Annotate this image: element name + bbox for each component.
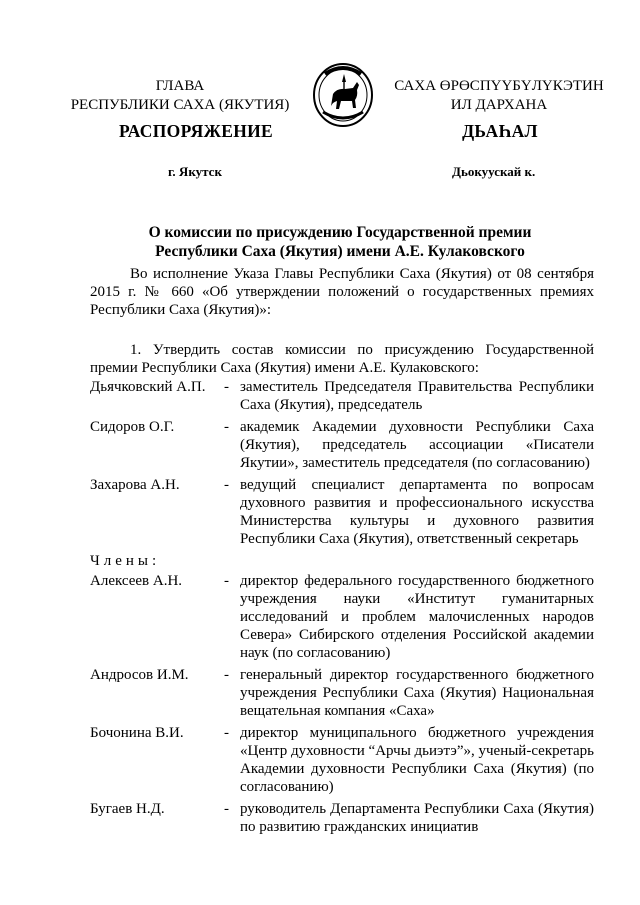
coat-of-arms-emblem — [311, 60, 375, 128]
member-name: Захарова А.Н. — [90, 477, 180, 493]
issuer-title-ru: ГЛАВА — [155, 78, 205, 94]
member-name: Андросов И.М. — [90, 667, 189, 683]
place-ru: г. Якутск — [168, 164, 222, 179]
member-role: директор муниципального бюджетного учреждения «Центр духовности “Арчы дьиэтэ”», ученый-секретарь Академии духовности Республики Саха (Якутия) (по согласованию) — [240, 725, 595, 795]
member-dash: - — [224, 801, 229, 817]
issuer-header-sakha — [392, 77, 606, 115]
title-line-1: О комиссии по присуждению Государственной премии — [148, 224, 532, 241]
commission-composition — [90, 378, 600, 840]
issuer-republic-ru: РЕСПУБЛИКИ САХА (ЯКУТИЯ) — [70, 97, 290, 113]
member-role: ведущий специалист департамента по вопросам духовного развития и профессионального искусства Министерства культуры и духовного развития Республики Саха (Якутия), ответственный секретарь — [240, 477, 594, 547]
members-section-label: Члены: — [90, 553, 161, 569]
item-1-paragraph: 1. Утвердить состав комиссии по присуждению Государственной премии Республики Саха (Якутия) имени А.Е. Кулаковского: — [90, 342, 594, 376]
document-title — [120, 223, 560, 261]
issuer-title-sakha: ИЛ ДАРХАНА — [450, 97, 548, 113]
member-name: Бугаев Н.Д. — [90, 801, 165, 817]
member-row — [90, 476, 600, 548]
title-line-2: Республики Саха (Якутия) имени А.Е. Кулаковского — [155, 243, 525, 260]
member-row — [90, 572, 600, 662]
member-name: Бочонина В.И. — [90, 725, 184, 741]
document-type-sakha: ДЬАҺАЛ — [462, 121, 538, 141]
member-row — [90, 800, 600, 836]
place-sakha: Дьокуускай к. — [452, 164, 536, 179]
member-role: руководитель Департамента Республики Саха (Якутия) по развитию гражданских инициатив — [240, 801, 594, 835]
member-dash: - — [224, 419, 229, 435]
member-name: Сидоров О.Г. — [90, 419, 175, 435]
member-role: директор федерального государственного бюджетного учреждения науки «Институт гуманитарных исследований и проблем малочисленных народов Севера» Сибирского отделения Российской академии наук (по согласованию) — [240, 573, 594, 661]
issuer-republic-sakha: САХА ӨРӨСПҮҮБҮЛҮКЭТИН — [394, 78, 604, 94]
member-dash: - — [224, 725, 229, 741]
member-name: Алексеев А.Н. — [90, 573, 183, 589]
member-dash: - — [224, 379, 229, 395]
member-row — [90, 724, 600, 796]
member-dash: - — [224, 667, 229, 683]
member-name: Дьячковский А.П. — [90, 379, 206, 395]
member-role: заместитель Председателя Правительства Республики Саха (Якутия), председатель — [240, 379, 594, 413]
issuer-header-russian — [70, 77, 290, 115]
member-row — [90, 666, 600, 720]
member-dash: - — [224, 573, 229, 589]
member-role: академик Академии духовности Республики Саха (Якутия), председатель ассоциации «Писатели Якутии», заместитель председателя (по согласованию) — [240, 419, 594, 471]
member-row — [90, 378, 600, 414]
document-type-ru: РАСПОРЯЖЕНИЕ — [118, 121, 273, 141]
member-role: генеральный директор государственного бюджетного учреждения Республики Саха (Якутия) Национальная вещательная компания «Саха» — [240, 667, 594, 719]
intro-paragraph: Во исполнение Указа Главы Республики Саха (Якутия) от 08 сентября 2015 г. № 660 «Об утверждении положений о государственных премиях Республики Саха (Якутия)»: — [90, 266, 594, 318]
member-dash: - — [224, 477, 229, 493]
member-row — [90, 418, 600, 472]
